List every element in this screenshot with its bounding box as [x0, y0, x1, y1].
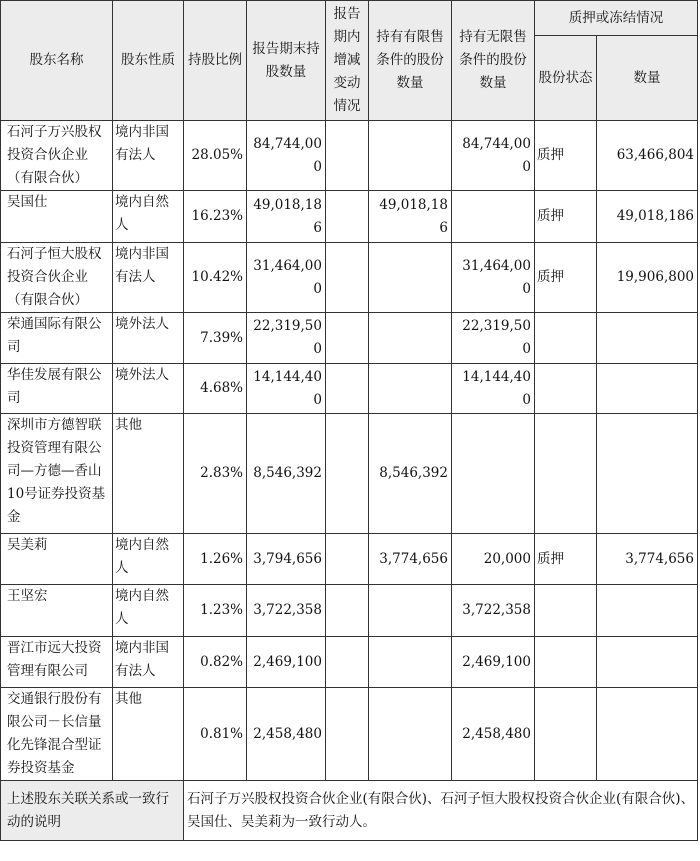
cell-ratio: 0.82%: [184, 637, 247, 688]
cell-restricted: 49,018,186: [369, 191, 452, 243]
cell-shares: 49,018,186: [247, 191, 326, 243]
cell-name: 吴美莉: [1, 534, 113, 585]
cell-ratio: 28.05%: [184, 121, 247, 191]
cell-unrestricted: 31,464,000: [452, 243, 535, 313]
cell-nature: 其他: [113, 414, 184, 534]
table-row: [1, 585, 698, 637]
cell-name: 深圳市方德智联投资管理有限公司—方德—香山10号证券投资基金: [1, 414, 113, 534]
cell-change: [326, 364, 369, 414]
cell-name: 晋江市远大投资管理有限公司: [1, 637, 113, 688]
cell-change: [326, 191, 369, 243]
cell-name: 吴国仕: [1, 191, 113, 243]
cell-pledge-status: [535, 585, 597, 637]
cell-ratio: 16.23%: [184, 191, 247, 243]
cell-pledge-status: 质押: [535, 534, 597, 585]
cell-pledge-status: 质押: [535, 121, 597, 191]
cell-nature: 境内自然人: [113, 585, 184, 637]
table-row: [1, 534, 698, 585]
cell-shares: 22,319,500: [247, 313, 326, 364]
cell-restricted: [369, 243, 452, 313]
cell-nature: 境外法人: [113, 313, 184, 364]
cell-unrestricted: 20,000: [452, 534, 535, 585]
relation-text: 石河子万兴股权投资合伙企业(有限合伙)、石河子恒大股权投资合伙企业(有限合伙)、吴国仕、吴美莉为一致行动人。: [184, 781, 698, 841]
cell-nature: 境内非国有法人: [113, 243, 184, 313]
cell-name: 华佳发展有限公司: [1, 364, 113, 414]
relation-label: 上述股东关联关系或一致行动的说明: [1, 781, 184, 841]
cell-nature: 境内自然人: [113, 534, 184, 585]
cell-shares: 3,794,656: [247, 534, 326, 585]
cell-change: [326, 414, 369, 534]
table-row: [1, 637, 698, 688]
table-row: [1, 688, 698, 781]
header-restricted: 持有有限售条件的股份数量: [369, 1, 452, 121]
cell-unrestricted: 2,458,480: [452, 688, 535, 781]
cell-pledge-qty: [597, 585, 698, 637]
cell-ratio: 1.23%: [184, 585, 247, 637]
cell-shares: 2,458,480: [247, 688, 326, 781]
cell-restricted: [369, 121, 452, 191]
cell-shares: 84,744,000: [247, 121, 326, 191]
header-shares: 报告期末持股数量: [247, 1, 326, 121]
cell-unrestricted: 14,144,400: [452, 364, 535, 414]
cell-shares: 31,464,000: [247, 243, 326, 313]
cell-unrestricted: [452, 191, 535, 243]
cell-restricted: 8,546,392: [369, 414, 452, 534]
cell-pledge-status: 质押: [535, 191, 597, 243]
cell-restricted: 3,774,656: [369, 534, 452, 585]
cell-nature: 境内非国有法人: [113, 637, 184, 688]
header-pledge-qty: 数量: [597, 36, 698, 121]
cell-name: 王坚宏: [1, 585, 113, 637]
header-ratio: 持股比例: [184, 1, 247, 121]
table-row: [1, 121, 698, 191]
cell-pledge-status: [535, 637, 597, 688]
cell-nature: 境外法人: [113, 364, 184, 414]
cell-restricted: [369, 637, 452, 688]
cell-pledge-status: 质押: [535, 243, 597, 313]
cell-pledge-qty: 3,774,656: [597, 534, 698, 585]
cell-ratio: 0.81%: [184, 688, 247, 781]
cell-ratio: 4.68%: [184, 364, 247, 414]
cell-shares: 3,722,358: [247, 585, 326, 637]
cell-ratio: 7.39%: [184, 313, 247, 364]
cell-restricted: [369, 364, 452, 414]
cell-pledge-qty: 63,466,804: [597, 121, 698, 191]
cell-nature: 境内自然人: [113, 191, 184, 243]
cell-pledge-qty: [597, 313, 698, 364]
cell-unrestricted: 2,469,100: [452, 637, 535, 688]
table-row: [1, 191, 698, 243]
cell-ratio: 10.42%: [184, 243, 247, 313]
cell-name: 石河子万兴股权投资合伙企业（有限合伙）: [1, 121, 113, 191]
cell-shares: 8,546,392: [247, 414, 326, 534]
cell-pledge-status: [535, 364, 597, 414]
cell-name: 石河子恒大股权投资合伙企业（有限合伙）: [1, 243, 113, 313]
cell-pledge-qty: 19,906,800: [597, 243, 698, 313]
cell-nature: 境内非国有法人: [113, 121, 184, 191]
cell-change: [326, 688, 369, 781]
cell-restricted: [369, 688, 452, 781]
header-pledge-group: 质押或冻结情况: [535, 1, 698, 36]
cell-pledge-qty: [597, 637, 698, 688]
cell-name: 荣通国际有限公司: [1, 313, 113, 364]
cell-change: [326, 243, 369, 313]
cell-pledge-qty: 49,018,186: [597, 191, 698, 243]
cell-restricted: [369, 313, 452, 364]
header-unrestricted: 持有无限售条件的股份数量: [452, 1, 535, 121]
cell-pledge-qty: [597, 364, 698, 414]
table-row: [1, 313, 698, 364]
table-row: [1, 364, 698, 414]
cell-shares: 14,144,400: [247, 364, 326, 414]
cell-shares: 2,469,100: [247, 637, 326, 688]
table-row: [1, 243, 698, 313]
cell-pledge-qty: [597, 414, 698, 534]
cell-unrestricted: 22,319,500: [452, 313, 535, 364]
cell-change: [326, 534, 369, 585]
cell-unrestricted: 3,722,358: [452, 585, 535, 637]
header-name: 股东名称: [1, 1, 113, 121]
cell-change: [326, 637, 369, 688]
cell-ratio: 2.83%: [184, 414, 247, 534]
cell-ratio: 1.26%: [184, 534, 247, 585]
cell-pledge-status: [535, 688, 597, 781]
cell-pledge-qty: [597, 688, 698, 781]
cell-restricted: [369, 585, 452, 637]
cell-pledge-status: [535, 414, 597, 534]
cell-pledge-status: [535, 313, 597, 364]
header-pledge-status: 股份状态: [535, 36, 597, 121]
cell-unrestricted: 84,744,000: [452, 121, 535, 191]
cell-change: [326, 121, 369, 191]
header-change: 报告期内增减变动情况: [326, 1, 369, 121]
table-row: [1, 414, 698, 534]
cell-unrestricted: [452, 414, 535, 534]
cell-change: [326, 585, 369, 637]
header-nature: 股东性质: [113, 1, 184, 121]
cell-change: [326, 313, 369, 364]
cell-nature: 其他: [113, 688, 184, 781]
cell-name: 交通银行股份有限公司－长信量化先锋混合型证券投资基金: [1, 688, 113, 781]
